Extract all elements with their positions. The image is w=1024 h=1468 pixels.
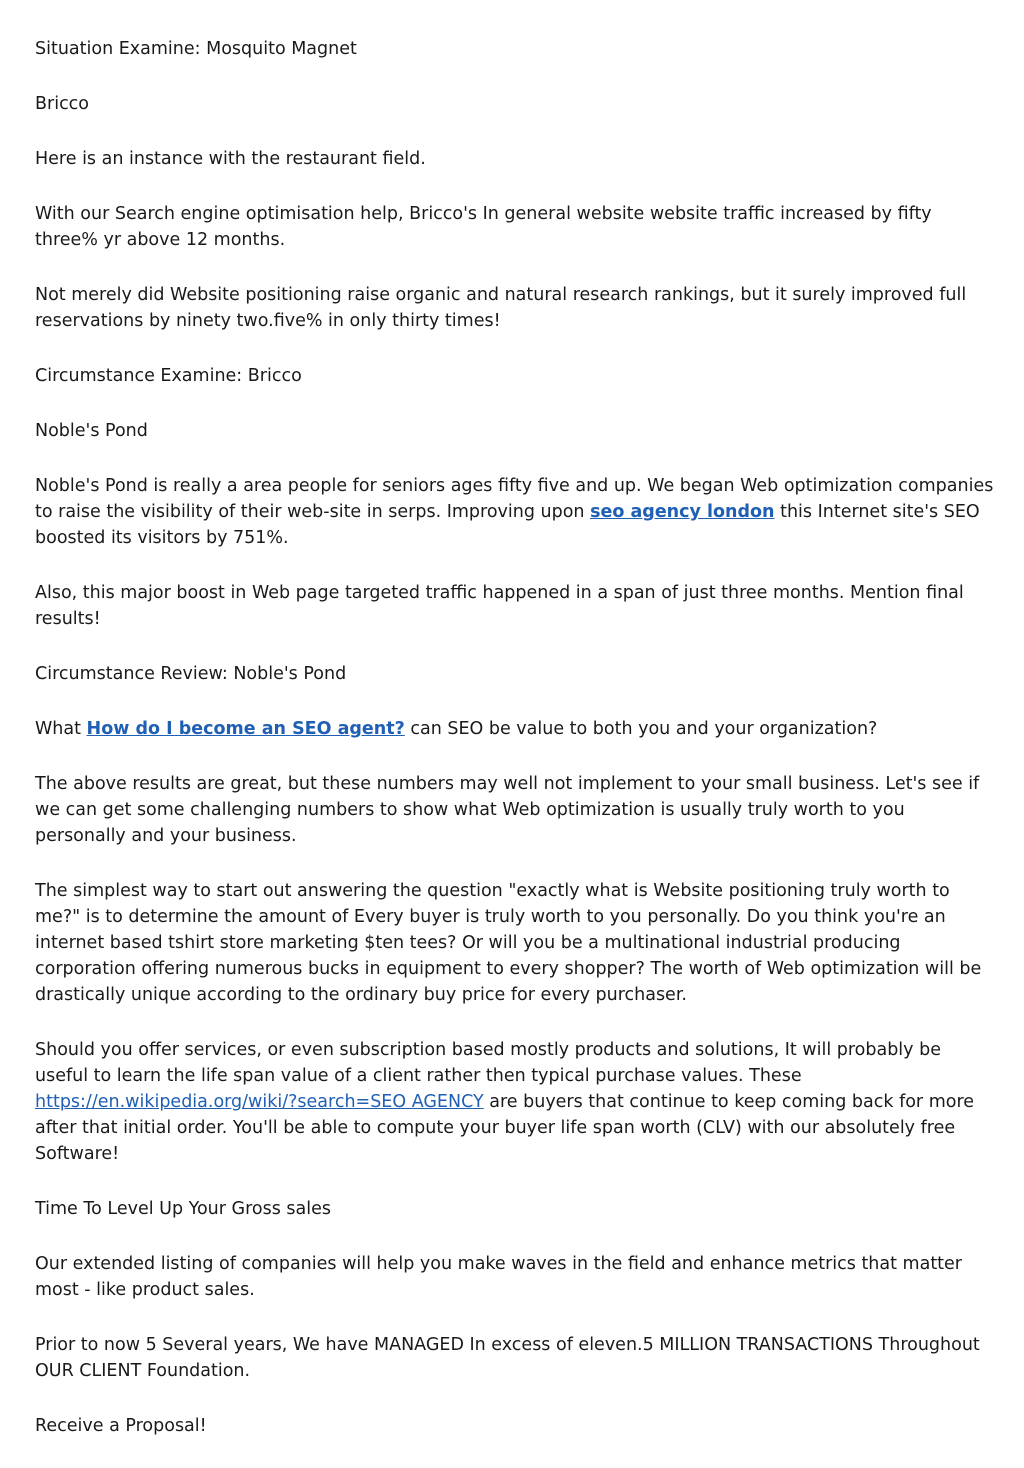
paragraph-1: Situation Examine: Mosquito Magnet <box>35 39 357 59</box>
paragraph-9: Also, this major boost in Web page targeted traffic happened in a span of just three months. Mention final results! <box>35 583 964 629</box>
seo-agency-london-link[interactable]: seo agency london <box>590 502 775 522</box>
paragraph-4: With our Search engine optimisation help, Bricco's In general website website traffic increased by fifty three% yr above 12 months. <box>35 204 932 250</box>
paragraph-7: Noble's Pond <box>35 421 148 441</box>
paragraph-11 <box>35 716 995 742</box>
paragraph-5: Not merely did Website positioning raise organic and natural research rankings, but it surely improved full reservations by ninety two.five% in only thirty times! <box>35 285 967 331</box>
paragraph-13: The simplest way to start out answering the question "exactly what is Website positioning truly worth to me?" is to determine the amount of Every buyer is truly worth to you personally. Do you think you're an internet based tshirt store marketing $ten tees? Or will you be a multinational industrial producing corporation offering numerous bucks in equipment to every shopper? The worth of Web optimization will be drastically unique according to the ordinary buy price for every purchaser. <box>35 881 982 1005</box>
paragraph-8-text-after: this Internet site's SEO boosted its visitors by 751%. <box>35 502 980 548</box>
paragraph-12: The above results are great, but these numbers may well not implement to your small business. Let's see if we can get some challenging numbers to show what Web optimization is usually truly worth to you personally and your business. <box>35 774 980 846</box>
paragraph-2: Bricco <box>35 94 90 114</box>
paragraph-17: Prior to now 5 Several years, We have MANAGED In excess of eleven.5 MILLION TRANSACTIONS Throughout OUR CLIENT Foundation. <box>35 1335 980 1381</box>
paragraph-6: Circumstance Examine: Bricco <box>35 366 302 386</box>
paragraph-14-text-before: Should you offer services, or even subscription based mostly products and solutions, It will probably be useful to learn the life span value of a client rather then typical purchase values. These <box>35 1040 941 1086</box>
paragraph-14 <box>35 1037 995 1167</box>
become-seo-agent-link[interactable]: How do I become an SEO agent? <box>86 719 405 739</box>
paragraph-11-text-after: can SEO be value to both you and your organization? <box>404 719 878 739</box>
paragraph-16: Our extended listing of companies will help you make waves in the field and enhance metrics that matter most - like product sales. <box>35 1254 963 1300</box>
wikipedia-search-link[interactable]: https://en.wikipedia.org/wiki/?search=SEO AGENCY <box>35 1092 484 1112</box>
paragraph-18: Receive a Proposal! <box>35 1416 207 1436</box>
paragraph-8 <box>35 473 995 551</box>
paragraph-8-text-before: Noble's Pond is really a area people for seniors ages fifty five and up. We began Web optimization companies to raise the visibility of their web-site in serps. Improving upon <box>35 476 994 522</box>
paragraph-15: Time To Level Up Your Gross sales <box>35 1199 331 1219</box>
paragraph-10: Circumstance Review: Noble's Pond <box>35 664 347 684</box>
document-body <box>35 36 995 1468</box>
paragraph-3: Here is an instance with the restaurant field. <box>35 149 426 169</box>
paragraph-11-text-before: What <box>35 719 87 739</box>
paragraph-14-text-after: are buyers that continue to keep coming back for more after that initial order. You'll be able to compute your buyer life span worth (CLV) with our absolutely free Software! <box>35 1092 975 1164</box>
